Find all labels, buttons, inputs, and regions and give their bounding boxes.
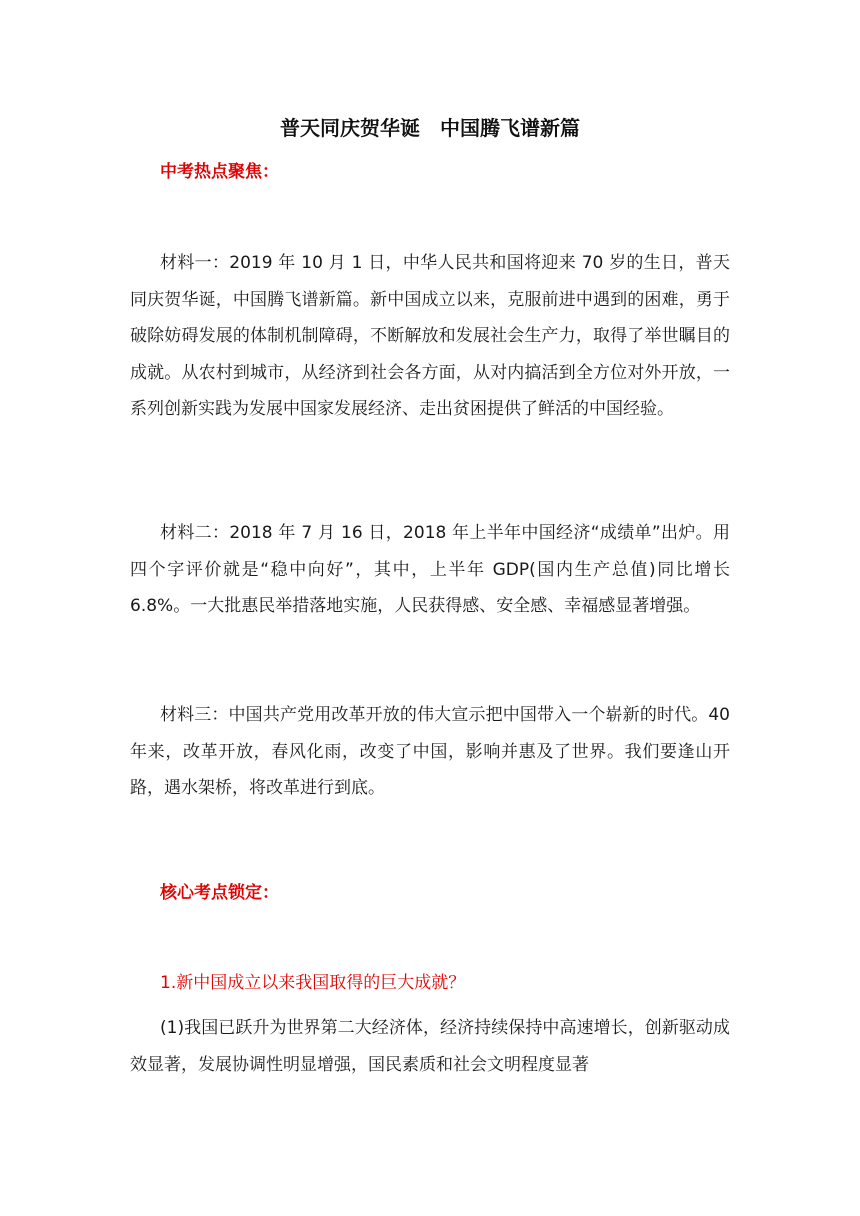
section-heading-hotspot: 中考热点聚焦：: [160, 162, 279, 182]
question-1: 1.新中国成立以来我国取得的巨大成就？: [160, 973, 466, 993]
material-1-paragraph: 材料一：2019 年 10 月 1 日，中华人民共和国将迎来 70 岁的生日，普天同庆贺华诞，中国腾飞谱新篇。新中国成立以来，克服前进中遇到的困难，勇于破除妨碍发展的体制机制障碍，不断解放和发展社会生产力，取得了举世瞩目的成就。从农村到城市，从经济到社会各方面，从对内搞活到全方位对外开放，一系列创新实践为发展中国家发展经济、走出贫困提供了鲜活的中国经验。: [130, 253, 730, 420]
page-title: 普天同庆贺华诞 中国腾飞谱新篇: [280, 116, 580, 140]
answer-1-paragraph: (1)我国已跃升为世界第二大经济体，经济持续保持中高速增长，创新驱动成效显著，发展协调性明显增强，国民素质和社会文明程度显著: [130, 1018, 730, 1075]
section-heading-core: 核心考点锁定：: [160, 883, 279, 903]
material-2-paragraph: 材料二：2018 年 7 月 16 日，2018 年上半年中国经济“成绩单”出炉。用四个字评价就是“稳中向好”，其中，上半年 GDP(国内生产总值)同比增长 6.8%。一大批惠民举措落地实施，人民获得感、安全感、幸福感显著增强。: [130, 523, 730, 617]
material-3-paragraph: 材料三：中国共产党用改革开放的伟大宣示把中国带入一个崭新的时代。40 年来，改革开放，春风化雨，改变了中国，影响并惠及了世界。我们要逢山开路，遇水架桥，将改革进行到底。: [130, 705, 730, 799]
